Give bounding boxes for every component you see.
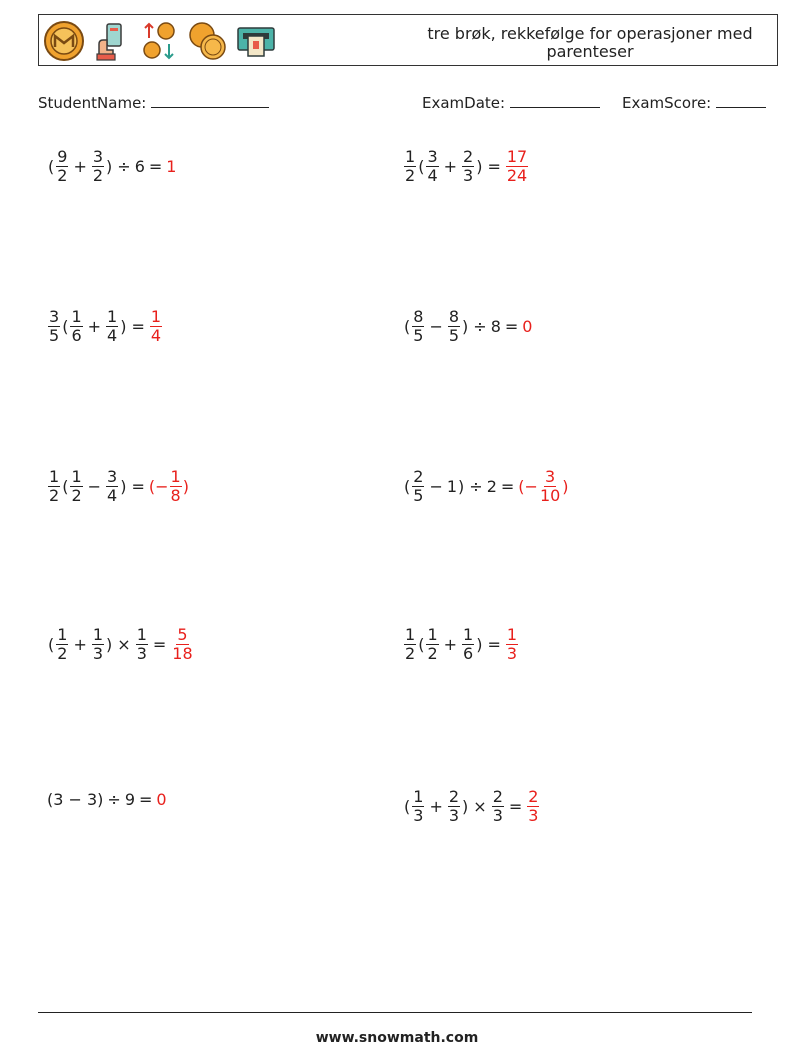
answer-fraction: $\frac{2}{3}$ [528,787,539,825]
fraction: $\frac{1}{4}$ [107,307,118,345]
fraction: $\frac{1}{3}$ [413,787,424,825]
hand-card-icon [91,20,133,62]
student-name-blank [151,93,269,108]
exam-date-blank [510,93,600,108]
answer: (− $\frac{1}{8}$ ) [148,467,189,505]
answer [505,626,519,663]
fraction: $\frac{2}{3}$ [492,787,503,825]
answer-fraction: $\frac{1}{3}$ [506,625,518,663]
coins-icon [187,20,229,62]
fraction: $\frac{1}{2}$ [405,147,416,185]
problem-6: ( $\frac{2}{5}$ − 1 ) ÷ 2 = (− $\frac{3}{10}$ ) [404,467,569,505]
answer-fraction: $\frac{1}{8}$ [170,467,181,505]
fraction: $\frac{1}{2}$ [49,467,60,505]
problem-4: ( $\frac{8}{5}$ − $\frac{8}{5}$ ) ÷ 8 = 0 [404,307,533,345]
fraction: $\frac{1}{2}$ [427,625,438,663]
fraction: $\frac{8}{5}$ [413,307,424,345]
answer: (− $\frac{3}{10}$ ) [518,467,569,505]
fraction: $\frac{3}{2}$ [92,147,104,185]
fraction: $\frac{1}{6}$ [463,625,474,663]
fraction: $\frac{2}{3}$ [463,147,474,185]
fraction: $\frac{2}{3}$ [448,787,460,825]
student-name-field [38,93,269,112]
answer: 0 [522,317,533,336]
problem-2: $\frac{1}{2}$ ( $\frac{3}{4}$ + $\frac{2}{3}$ ) = $\frac{17}{24}$ [405,147,528,185]
monero-coin-icon [43,20,85,62]
fraction: $\frac{3}{4}$ [107,467,118,505]
footer-url: www.snowmath.com [315,1030,479,1046]
exam-score-field [622,93,766,112]
student-name-label: StudentName: [38,94,147,112]
problem-10: ( $\frac{1}{3}$ + $\frac{2}{3}$ ) × $\frac{2}{3}$ = $\frac{2}{3}$ [404,787,539,825]
fraction: $\frac{9}{2}$ [57,147,68,185]
fraction: $\frac{3}{5}$ [49,307,60,345]
fraction: $\frac{1}{2}$ [405,625,416,663]
answer-fraction: $\frac{1}{4}$ [150,307,162,345]
problem-3: $\frac{3}{5}$ ( $\frac{1}{6}$ + $\frac{1}{4}$ ) = $\frac{1}{4}$ [49,307,162,345]
answer-fraction: $\frac{17}{24}$ [506,147,528,185]
answer: 0 [156,790,167,809]
answer-fraction: $\frac{5}{18}$ [172,625,193,663]
atm-icon [235,20,277,62]
exam-date-label: ExamDate: [422,94,506,112]
fraction: $\frac{1}{3}$ [136,625,147,663]
fraction: $\frac{1}{2}$ [57,625,68,663]
answer [526,788,540,825]
problem-9: (3 − 3) ÷ 9 = 0 [47,790,167,809]
problem-5: $\frac{1}{2}$ ( $\frac{1}{2}$ − $\frac{3}{4}$ ) = (− $\frac{1}{8}$ ) [49,467,189,505]
fraction: $\frac{1}{2}$ [71,467,82,505]
fraction: $\frac{8}{5}$ [448,307,460,345]
fraction: $\frac{3}{4}$ [427,147,438,185]
answer [149,308,163,345]
worksheet-header [38,14,778,66]
currency-exchange-icon [139,20,181,62]
fraction: $\frac{1}{3}$ [92,625,104,663]
problem-7: ( $\frac{1}{2}$ + $\frac{1}{3}$ ) × $\frac{1}{3}$ = $\frac{5}{18}$ [48,625,193,663]
problem-1: ( $\frac{9}{2}$ + $\frac{3}{2}$ ) ÷ 6 = 1 [48,147,177,185]
exam-score-blank [716,93,766,108]
answer [505,148,529,185]
fraction: $\frac{2}{5}$ [413,467,424,505]
answer-fraction: $\frac{3}{10}$ [539,467,561,505]
problem-8: $\frac{1}{2}$ ( $\frac{1}{2}$ + $\frac{1}{6}$ ) = $\frac{1}{3}$ [405,625,518,663]
exam-date-field [422,93,600,112]
footer-divider [38,1012,752,1013]
answer [170,626,194,663]
exam-score-label: ExamScore: [622,94,712,112]
fraction: $\frac{1}{6}$ [71,307,82,345]
worksheet-title: tre brøk, rekkefølge for operasjoner med parenteser [427,24,753,61]
header-icons [43,21,277,61]
answer: 1 [166,157,177,176]
